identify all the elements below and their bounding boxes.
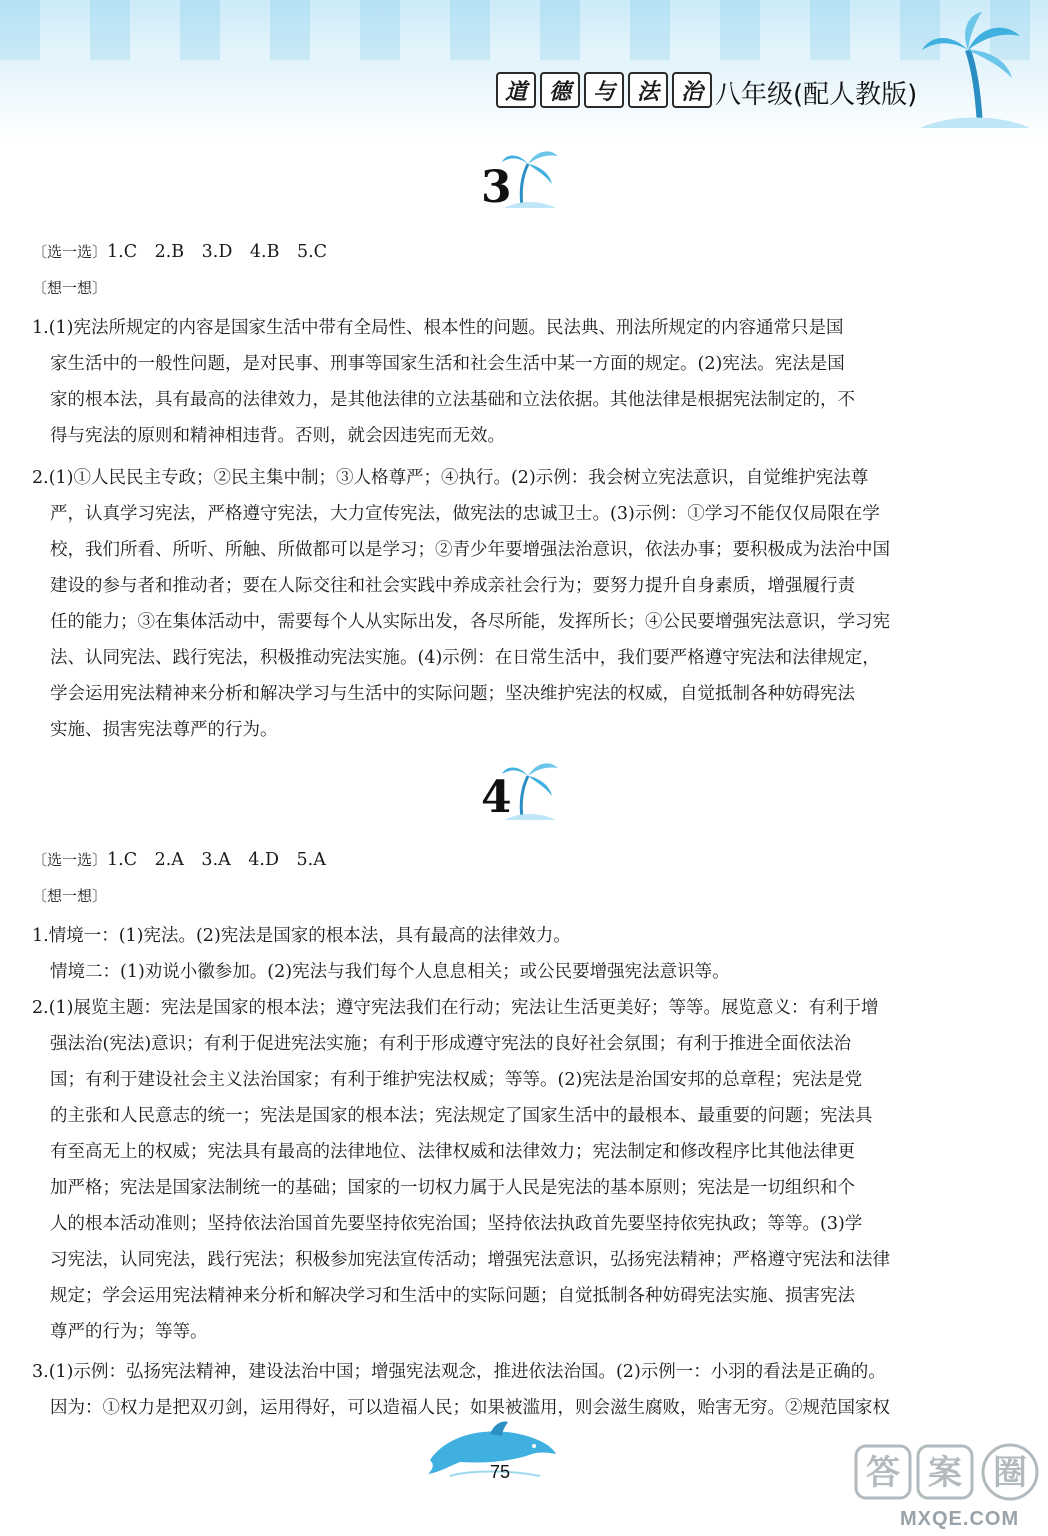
text-line: 家的根本法，具有最高的法律效力，是其他法律的立法基础和立法依据。其他法律是根据宪法制定的，不 <box>50 390 855 410</box>
subject-char: 法 <box>628 72 668 108</box>
text-line: 家生活中的一般性问题，是对民事、刑事等国家生活和社会生活中某一方面的规定。(2)宪法。宪法是国 <box>50 354 845 374</box>
page-number: 75 <box>489 1462 511 1482</box>
paragraph <box>32 460 1022 748</box>
text-line: 2.(1)展览主题：宪法是国家的根本法；遵守宪法我们在行动；宪法让生活更美好；等等。展览意义：有利于增 <box>32 998 879 1018</box>
text-line: 强法治(宪法)意识；有利于促进宪法实施；有利于形成遵守宪法的良好社会氛围；有利于推进全面依法治 <box>50 1034 852 1054</box>
think-label <box>32 270 1022 306</box>
text-line: 1.(1)宪法所规定的内容是国家生活中带有全局性、根本性的问题。民法典、刑法所规定的内容通常只是国 <box>32 318 844 338</box>
text-line: 严，认真学习宪法，严格遵守宪法，大力宣传宪法，做宪法的忠诚卫士。(3)示例：①学习不能仅仅局限在学 <box>50 504 880 524</box>
text-line: 有至高无上的权威；宪法具有最高的法律地位、法律权威和法律效力；宪法制定和修改程序比其他法律更 <box>50 1142 855 1162</box>
text-line: 得与宪法的原则和精神相违背。否则，就会因违宪而无效。 <box>50 426 505 446</box>
text-line: 加严格；宪法是国家法制统一的基础；国家的一切权力属于人民是宪法的基本原则；宪法是一切组织和个 <box>50 1178 855 1198</box>
watermark-logo-icon <box>852 1440 1042 1504</box>
paragraph <box>32 1354 1022 1426</box>
think-label-text: 〔想一想〕 <box>32 887 108 905</box>
paragraph <box>32 990 1022 1350</box>
text-line: 习宪法，认同宪法，践行宪法；积极参加宪法宣传活动；增强宪法意识，弘扬宪法精神；严格遵守宪法和法律 <box>50 1250 890 1270</box>
paragraph <box>32 310 1022 454</box>
text-line: 学会运用宪法精神来分析和解决学习与生活中的实际问题；坚决维护宪法的权威，自觉抵制各种妨碍宪法 <box>50 684 855 704</box>
section-4-answers <box>32 842 1022 1426</box>
think-label <box>32 878 1022 914</box>
watermark-char: 案 <box>928 1453 962 1493</box>
subject-char: 与 <box>584 72 624 108</box>
text-line: 国；有利于建设社会主义法治国家；有利于维护宪法权威；等等。(2)宪法是治国安邦的总章程；宪法是党 <box>50 1070 863 1090</box>
section-3-answers <box>32 234 1022 748</box>
text-line: 任的能力；③在集体活动中，需要每个人从实际出发，各尽所能，发挥所长；④公民要增强宪法意识，学习宪 <box>50 612 890 632</box>
watermark-text: MXQE.COM <box>900 1508 1020 1530</box>
choice-answers-line <box>32 842 1022 878</box>
watermark-char: 答 <box>866 1453 900 1493</box>
text-line: 情境二：(1)劝说小徽参加。(2)宪法与我们每个人息息相关；或公民要增强宪法意识等。 <box>50 962 730 982</box>
text-line: 校，我们所看、所听、所触、所做都可以是学习；②青少年要增强法治意识，依法办事；要积极成为法治中国 <box>50 540 890 560</box>
choice-answers-line <box>32 234 1022 270</box>
text-line: 1.情境一：(1)宪法。(2)宪法是国家的根本法，具有最高的法律效力。 <box>32 926 571 946</box>
choice-label: 〔选一选〕 <box>32 243 108 261</box>
section-number: 3 <box>481 162 512 213</box>
text-line: 因为：①权力是把双刃剑，运用得好，可以造福人民；如果被滥用，则会滋生腐败，贻害无穷。②规范国家权 <box>50 1398 890 1418</box>
choice-answers: 1.C 2.A 3.A 4.D 5.A <box>107 850 326 870</box>
text-line: 尊严的行为；等等。 <box>50 1322 208 1342</box>
text-line: 法、认同宪法、践行宪法，积极推动宪法实施。(4)示例：在日常生活中，我们要严格遵守宪法和法律规定， <box>50 648 880 668</box>
text-line: 建设的参与者和推动者；要在人际交往和社会实践中养成亲社会行为；要努力提升自身素质，增强履行责 <box>50 576 855 596</box>
palm-tree-icon <box>500 140 560 210</box>
text-line: 实施、损害宪法尊严的行为。 <box>50 720 278 740</box>
text-line: 3.(1)示例：弘扬宪法精神，建设法治中国；增强宪法观念，推进依法治国。(2)示例一：小羽的看法是正确的。 <box>32 1362 886 1382</box>
subject-char: 治 <box>672 72 712 108</box>
grade-label: 八年级(配人教版) <box>715 80 918 110</box>
text-line: 人的根本活动准则；坚持依法治国首先要坚持依宪治国；坚持依法执政首先要坚持依宪执政；等等。(3)学 <box>50 1214 863 1234</box>
think-label-text: 〔想一想〕 <box>32 279 108 297</box>
watermark-char: 圈 <box>993 1453 1027 1493</box>
section-number: 4 <box>481 772 512 823</box>
subject-char: 德 <box>540 72 580 108</box>
text-line: 规定；学会运用宪法精神来分析和解决学习和生活中的实际问题；自觉抵制各种妨碍宪法实施、损害宪法 <box>50 1286 855 1306</box>
choice-label: 〔选一选〕 <box>32 851 108 869</box>
paragraph <box>32 954 1022 990</box>
choice-answers: 1.C 2.B 3.D 4.B 5.C <box>107 242 328 262</box>
paragraph <box>32 918 1022 954</box>
palm-tree-icon <box>920 10 1030 130</box>
subject-char: 道 <box>496 72 536 108</box>
text-line: 2.(1)①人民民主专政；②民主集中制；③人格尊严；④执行。(2)示例：我会树立宪法意识，自觉维护宪法尊 <box>32 468 869 488</box>
subject-title <box>496 72 712 108</box>
palm-tree-icon <box>500 752 560 822</box>
header-band <box>0 0 1048 140</box>
text-line: 的主张和人民意志的统一；宪法是国家的根本法；宪法规定了国家生活中的最根本、最重要的问题；宪法具 <box>50 1106 873 1126</box>
